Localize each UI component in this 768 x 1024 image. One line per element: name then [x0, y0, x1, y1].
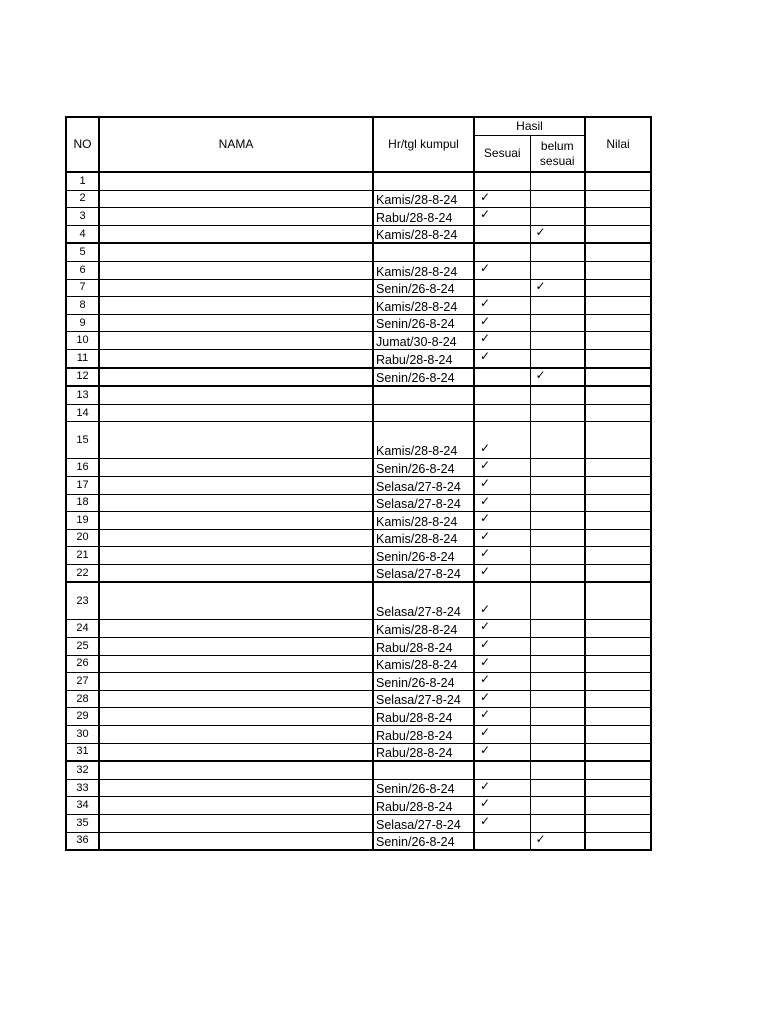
check-icon: ✓ [480, 261, 491, 275]
nama-cell[interactable] [99, 620, 373, 638]
sesuai-cell[interactable] [474, 261, 530, 279]
belum-sesuai-cell[interactable] [530, 726, 585, 744]
tanggal-cell[interactable]: Rabu/28-8-24 [373, 708, 474, 726]
tanggal-cell[interactable]: Kamis/28-8-24 [373, 297, 474, 315]
check-icon: ✓ [480, 707, 491, 722]
check-icon: ✓ [480, 546, 491, 561]
sesuai-cell[interactable] [474, 690, 530, 708]
row-number: 13 [66, 386, 99, 404]
row-number: 29 [66, 708, 99, 726]
sesuai-cell[interactable] [474, 368, 530, 387]
nama-cell[interactable] [99, 243, 373, 261]
tanggal-cell[interactable] [373, 243, 474, 261]
check-icon: ✓ [480, 331, 491, 346]
table-row [66, 779, 651, 797]
nilai-cell[interactable] [585, 620, 651, 638]
sesuai-cell[interactable] [474, 779, 530, 797]
tanggal-cell[interactable]: Kamis/28-8-24 [373, 620, 474, 638]
tanggal-cell[interactable]: Senin/26-8-24 [373, 832, 474, 850]
check-icon: ✓ [480, 207, 491, 222]
nilai-cell[interactable] [585, 638, 651, 656]
nama-cell[interactable] [99, 208, 373, 226]
belum-sesuai-cell[interactable] [530, 564, 585, 582]
check-icon: ✓ [480, 529, 491, 543]
table-row [66, 832, 651, 850]
belum-sesuai-cell[interactable] [530, 459, 585, 477]
header-nama: NAMA [99, 117, 373, 172]
sesuai-cell[interactable] [474, 512, 530, 530]
check-icon: ✓ [480, 296, 491, 311]
tanggal-cell[interactable]: Senin/26-8-24 [373, 279, 474, 297]
nama-cell[interactable] [99, 529, 373, 547]
nama-cell[interactable] [99, 726, 373, 744]
sesuai-cell[interactable] [474, 314, 530, 332]
header-nilai: Nilai [585, 117, 651, 172]
check-icon: ✓ [480, 476, 491, 490]
nilai-cell[interactable] [585, 797, 651, 815]
check-icon: ✓ [480, 672, 491, 687]
table-row [66, 332, 651, 350]
nama-cell[interactable] [99, 494, 373, 512]
tanggal-cell[interactable]: Kamis/28-8-24 [373, 261, 474, 279]
tanggal-cell[interactable]: Selasa/27-8-24 [373, 690, 474, 708]
nilai-cell[interactable] [585, 368, 651, 387]
belum-sesuai-cell[interactable] [530, 422, 585, 459]
sesuai-cell[interactable] [474, 459, 530, 477]
tanggal-cell[interactable]: Selasa/27-8-24 [373, 564, 474, 582]
row-number: 22 [66, 564, 99, 582]
nilai-cell[interactable] [585, 349, 651, 367]
table-row [66, 638, 651, 656]
nama-cell[interactable] [99, 797, 373, 815]
nama-cell[interactable] [99, 512, 373, 530]
belum-sesuai-cell[interactable] [530, 582, 585, 620]
row-number: 9 [66, 314, 99, 332]
header-belum-sesuai: belum sesuai [530, 136, 585, 173]
table-row [66, 190, 651, 208]
belum-sesuai-cell[interactable] [530, 190, 585, 208]
sesuai-cell[interactable] [474, 743, 530, 761]
row-number: 33 [66, 779, 99, 797]
sesuai-cell[interactable] [474, 797, 530, 815]
nilai-cell[interactable] [585, 386, 651, 404]
header-tanggal: Hr/tgl kumpul [373, 117, 474, 172]
nilai-cell[interactable] [585, 494, 651, 512]
header-no: NO [66, 117, 99, 172]
row-number: 17 [66, 476, 99, 494]
tanggal-cell[interactable]: Selasa/27-8-24 [373, 815, 474, 833]
tanggal-cell[interactable]: Jumat/30-8-24 [373, 332, 474, 350]
table-row [66, 529, 651, 547]
belum-sesuai-cell[interactable] [530, 314, 585, 332]
row-number: 2 [66, 190, 99, 208]
tanggal-cell[interactable]: Rabu/28-8-24 [373, 726, 474, 744]
nama-cell[interactable] [99, 279, 373, 297]
table-row [66, 494, 651, 512]
table-row [66, 815, 651, 833]
tanggal-cell[interactable]: Rabu/28-8-24 [373, 743, 474, 761]
check-icon: ✓ [480, 564, 491, 578]
sesuai-cell[interactable] [474, 673, 530, 691]
row-number: 34 [66, 797, 99, 815]
sesuai-cell[interactable] [474, 832, 530, 850]
table-row [66, 743, 651, 761]
table-row [66, 314, 651, 332]
row-number: 23 [66, 582, 99, 620]
row-number: 35 [66, 815, 99, 833]
row-number: 24 [66, 620, 99, 638]
row-number: 36 [66, 832, 99, 850]
header-hasil: Hasil [474, 117, 585, 136]
belum-sesuai-cell[interactable] [530, 655, 585, 673]
nilai-cell[interactable] [585, 476, 651, 494]
belum-sesuai-cell[interactable] [530, 620, 585, 638]
table-row [66, 261, 651, 279]
sesuai-cell[interactable] [474, 243, 530, 261]
row-number: 16 [66, 459, 99, 477]
row-number: 32 [66, 761, 99, 779]
belum-sesuai-cell[interactable] [530, 279, 585, 297]
tanggal-cell[interactable] [373, 386, 474, 404]
sesuai-cell[interactable] [474, 582, 530, 620]
nilai-cell[interactable] [585, 673, 651, 691]
sesuai-cell[interactable] [474, 332, 530, 350]
assignment-table [65, 116, 652, 851]
nama-cell[interactable] [99, 638, 373, 656]
sesuai-cell[interactable] [474, 349, 530, 367]
nilai-cell[interactable] [585, 743, 651, 761]
check-icon: ✓ [480, 511, 491, 526]
table-row [66, 476, 651, 494]
belum-sesuai-cell[interactable] [530, 368, 585, 387]
table-row [66, 368, 651, 387]
table-row [66, 673, 651, 691]
check-icon: ✓ [535, 367, 546, 382]
belum-sesuai-cell[interactable] [530, 476, 585, 494]
table-row [66, 726, 651, 744]
belum-sesuai-cell[interactable] [530, 208, 585, 226]
nilai-cell[interactable] [585, 779, 651, 797]
tanggal-cell[interactable]: Senin/26-8-24 [373, 459, 474, 477]
table-header [66, 117, 651, 172]
row-number: 26 [66, 655, 99, 673]
belum-sesuai-cell[interactable] [530, 386, 585, 404]
check-icon: ✓ [480, 602, 491, 617]
nama-cell[interactable] [99, 225, 373, 243]
sesuai-cell[interactable] [474, 547, 530, 565]
check-icon: ✓ [480, 655, 491, 669]
nama-cell[interactable] [99, 172, 373, 190]
nama-cell[interactable] [99, 386, 373, 404]
sesuai-cell[interactable] [474, 297, 530, 315]
belum-sesuai-cell[interactable] [530, 690, 585, 708]
sesuai-cell[interactable] [474, 190, 530, 208]
table-row [66, 512, 651, 530]
check-icon: ✓ [480, 458, 491, 473]
nama-cell[interactable] [99, 832, 373, 850]
table-row [66, 582, 651, 620]
sesuai-cell[interactable] [474, 404, 530, 422]
sesuai-cell[interactable] [474, 225, 530, 243]
sesuai-cell[interactable] [474, 761, 530, 779]
table-row [66, 655, 651, 673]
check-icon: ✓ [480, 314, 491, 328]
check-icon: ✓ [480, 743, 491, 757]
nama-cell[interactable] [99, 779, 373, 797]
row-number: 3 [66, 208, 99, 226]
nama-cell[interactable] [99, 690, 373, 708]
tanggal-cell[interactable]: Senin/26-8-24 [373, 314, 474, 332]
row-number: 5 [66, 243, 99, 261]
belum-sesuai-cell[interactable] [530, 547, 585, 565]
check-icon: ✓ [480, 779, 491, 793]
belum-sesuai-cell[interactable] [530, 261, 585, 279]
nilai-cell[interactable] [585, 529, 651, 547]
nama-cell[interactable] [99, 815, 373, 833]
tanggal-cell[interactable]: Selasa/27-8-24 [373, 582, 474, 620]
sesuai-cell[interactable] [474, 815, 530, 833]
tanggal-cell[interactable] [373, 404, 474, 422]
tanggal-cell[interactable]: Kamis/28-8-24 [373, 512, 474, 530]
sesuai-cell[interactable] [474, 386, 530, 404]
tanggal-cell[interactable]: Kamis/28-8-24 [373, 225, 474, 243]
nama-cell[interactable] [99, 368, 373, 387]
tanggal-cell[interactable] [373, 172, 474, 190]
nilai-cell[interactable] [585, 761, 651, 779]
nama-cell[interactable] [99, 476, 373, 494]
nama-cell[interactable] [99, 332, 373, 350]
belum-sesuai-cell[interactable] [530, 673, 585, 691]
row-number: 20 [66, 529, 99, 547]
table-row [66, 459, 651, 477]
nama-cell[interactable] [99, 190, 373, 208]
table-row [66, 620, 651, 638]
belum-sesuai-cell[interactable] [530, 779, 585, 797]
nilai-cell[interactable] [585, 726, 651, 744]
nilai-cell[interactable] [585, 172, 651, 190]
nama-cell[interactable] [99, 422, 373, 459]
tanggal-cell[interactable]: Selasa/27-8-24 [373, 494, 474, 512]
nilai-cell[interactable] [585, 832, 651, 850]
belum-sesuai-cell[interactable] [530, 243, 585, 261]
row-number: 4 [66, 225, 99, 243]
nilai-cell[interactable] [585, 190, 651, 208]
table-body [66, 172, 651, 850]
belum-sesuai-cell[interactable] [530, 494, 585, 512]
nama-cell[interactable] [99, 297, 373, 315]
row-number: 12 [66, 368, 99, 387]
nama-cell[interactable] [99, 547, 373, 565]
row-number: 7 [66, 279, 99, 297]
belum-sesuai-cell[interactable] [530, 512, 585, 530]
sesuai-cell[interactable] [474, 476, 530, 494]
table-row [66, 172, 651, 190]
check-icon: ✓ [480, 814, 491, 828]
belum-sesuai-cell[interactable] [530, 832, 585, 850]
check-icon: ✓ [480, 619, 491, 634]
belum-sesuai-cell[interactable] [530, 172, 585, 190]
table-row [66, 708, 651, 726]
table-row [66, 349, 651, 367]
nilai-cell[interactable] [585, 422, 651, 459]
table-row [66, 279, 651, 297]
row-number: 14 [66, 404, 99, 422]
check-icon: ✓ [480, 190, 491, 204]
row-number: 21 [66, 547, 99, 565]
nilai-cell[interactable] [585, 314, 651, 332]
table-row [66, 761, 651, 779]
belum-sesuai-cell[interactable] [530, 797, 585, 815]
tanggal-cell[interactable] [373, 761, 474, 779]
tanggal-cell[interactable]: Rabu/28-8-24 [373, 208, 474, 226]
sesuai-cell[interactable] [474, 726, 530, 744]
table-row [66, 386, 651, 404]
row-number: 8 [66, 297, 99, 315]
nilai-cell[interactable] [585, 459, 651, 477]
nilai-cell[interactable] [585, 655, 651, 673]
sesuai-cell[interactable] [474, 620, 530, 638]
table-row [66, 690, 651, 708]
nilai-cell[interactable] [585, 297, 651, 315]
belum-sesuai-cell[interactable] [530, 743, 585, 761]
table-row [66, 297, 651, 315]
table-row [66, 243, 651, 261]
row-number: 25 [66, 638, 99, 656]
sesuai-cell[interactable] [474, 172, 530, 190]
check-icon: ✓ [535, 225, 546, 239]
nama-cell[interactable] [99, 655, 373, 673]
nilai-cell[interactable] [585, 225, 651, 243]
nama-cell[interactable] [99, 314, 373, 332]
nilai-cell[interactable] [585, 243, 651, 261]
row-number: 6 [66, 261, 99, 279]
belum-sesuai-cell[interactable] [530, 297, 585, 315]
tanggal-cell[interactable]: Kamis/28-8-24 [373, 655, 474, 673]
belum-sesuai-cell[interactable] [530, 761, 585, 779]
row-number: 1 [66, 172, 99, 190]
row-number: 28 [66, 690, 99, 708]
check-icon: ✓ [480, 441, 491, 456]
check-icon: ✓ [480, 349, 491, 363]
sesuai-cell[interactable] [474, 422, 530, 459]
nama-cell[interactable] [99, 349, 373, 367]
belum-sesuai-cell[interactable] [530, 815, 585, 833]
table-row [66, 797, 651, 815]
tanggal-cell[interactable]: Senin/26-8-24 [373, 368, 474, 387]
nilai-cell[interactable] [585, 690, 651, 708]
row-number: 15 [66, 422, 99, 459]
tanggal-cell[interactable]: Rabu/28-8-24 [373, 638, 474, 656]
nilai-cell[interactable] [585, 815, 651, 833]
sesuai-cell[interactable] [474, 655, 530, 673]
nilai-cell[interactable] [585, 582, 651, 620]
sesuai-cell[interactable] [474, 708, 530, 726]
table-row [66, 404, 651, 422]
sesuai-cell[interactable] [474, 279, 530, 297]
row-number: 19 [66, 512, 99, 530]
check-icon: ✓ [480, 796, 491, 811]
tanggal-cell[interactable]: Senin/26-8-24 [373, 547, 474, 565]
tanggal-cell[interactable]: Rabu/28-8-24 [373, 349, 474, 367]
nama-cell[interactable] [99, 708, 373, 726]
nilai-cell[interactable] [585, 547, 651, 565]
row-number: 31 [66, 743, 99, 761]
sesuai-cell[interactable] [474, 564, 530, 582]
sesuai-cell[interactable] [474, 638, 530, 656]
belum-sesuai-cell[interactable] [530, 225, 585, 243]
tanggal-cell[interactable]: Kamis/28-8-24 [373, 422, 474, 459]
tanggal-cell[interactable]: Kamis/28-8-24 [373, 190, 474, 208]
nama-cell[interactable] [99, 743, 373, 761]
tanggal-cell[interactable]: Senin/26-8-24 [373, 779, 474, 797]
nama-cell[interactable] [99, 761, 373, 779]
nilai-cell[interactable] [585, 261, 651, 279]
nilai-cell[interactable] [585, 708, 651, 726]
row-number: 18 [66, 494, 99, 512]
nama-cell[interactable] [99, 404, 373, 422]
table-row [66, 208, 651, 226]
table-row [66, 547, 651, 565]
tanggal-cell[interactable]: Kamis/28-8-24 [373, 529, 474, 547]
check-icon: ✓ [535, 279, 546, 293]
check-icon: ✓ [535, 832, 546, 846]
belum-sesuai-cell[interactable] [530, 529, 585, 547]
header-sesuai: Sesuai [474, 136, 530, 173]
check-icon: ✓ [480, 637, 491, 652]
belum-sesuai-cell[interactable] [530, 404, 585, 422]
table-row [66, 564, 651, 582]
nilai-cell[interactable] [585, 404, 651, 422]
nilai-cell[interactable] [585, 208, 651, 226]
tanggal-cell[interactable]: Rabu/28-8-24 [373, 797, 474, 815]
table-row [66, 422, 651, 459]
sesuai-cell[interactable] [474, 529, 530, 547]
tanggal-cell[interactable]: Senin/26-8-24 [373, 673, 474, 691]
row-number: 11 [66, 349, 99, 367]
check-icon: ✓ [480, 690, 491, 704]
nama-cell[interactable] [99, 459, 373, 477]
nilai-cell[interactable] [585, 332, 651, 350]
nilai-cell[interactable] [585, 512, 651, 530]
belum-sesuai-cell[interactable] [530, 708, 585, 726]
belum-sesuai-cell[interactable] [530, 638, 585, 656]
nilai-cell[interactable] [585, 564, 651, 582]
belum-sesuai-cell[interactable] [530, 332, 585, 350]
sesuai-cell[interactable] [474, 208, 530, 226]
check-icon: ✓ [480, 725, 491, 740]
check-icon: ✓ [480, 494, 491, 508]
tanggal-cell[interactable]: Selasa/27-8-24 [373, 476, 474, 494]
nama-cell[interactable] [99, 261, 373, 279]
nilai-cell[interactable] [585, 279, 651, 297]
nama-cell[interactable] [99, 582, 373, 620]
row-number: 27 [66, 673, 99, 691]
sesuai-cell[interactable] [474, 494, 530, 512]
row-number: 30 [66, 726, 99, 744]
row-number: 10 [66, 332, 99, 350]
nama-cell[interactable] [99, 564, 373, 582]
nama-cell[interactable] [99, 673, 373, 691]
table-row [66, 225, 651, 243]
belum-sesuai-cell[interactable] [530, 349, 585, 367]
